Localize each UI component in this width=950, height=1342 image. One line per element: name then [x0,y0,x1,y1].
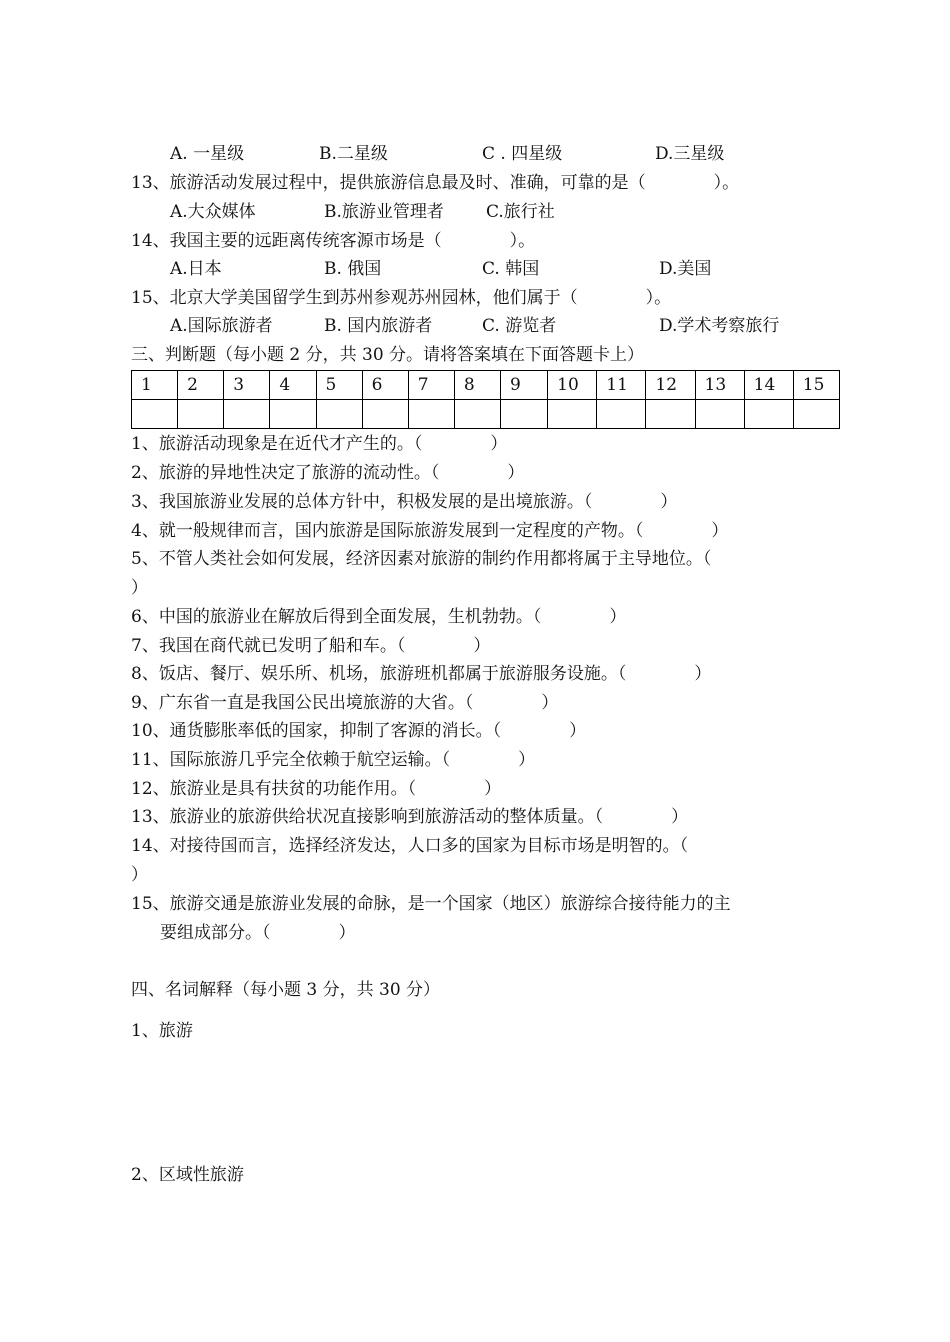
tf-item-15: 15、旅游交通是旅游业发展的命脉，是一个国家（地区）旅游综合接待能力的主 [131,894,731,914]
q13-stem: 13、旅游活动发展过程中，提供旅游信息最及时、准确，可靠的是（ ）。 [131,173,740,193]
tf-item-6: 6、中国的旅游业在解放后得到全面发展，生机勃勃。（ ） [131,607,627,627]
q15-stem: 15、北京大学美国留学生到苏州参观苏州园林，他们属于（ ）。 [131,288,672,308]
grid-number-cell: 3 [224,371,270,400]
q14-option-a: A.日本 [170,259,222,279]
grid-number-cell: 6 [362,371,408,400]
tf-item-13: 13、旅游业的旅游供给状况直接影响到旅游活动的整体质量。（ ） [131,807,689,827]
term-item-1: 1、旅游 [131,1021,193,1041]
q15-option-b: B. 国内旅游者 [324,316,433,336]
grid-number-cell: 15 [793,371,839,400]
q15-option-a: A.国际旅游者 [170,316,273,336]
tf-item-8: 8、饭店、餐厅、娱乐所、机场，旅游班机都属于旅游服务设施。（ ） [131,664,712,684]
q14-option-d: D.美国 [659,259,712,279]
q13-option-a: A.大众媒体 [170,202,256,222]
grid-number-cell: 5 [316,371,362,400]
q12-option-b: B.二星级 [319,144,388,164]
grid-answer-cell[interactable] [316,400,362,429]
grid-answer-cell[interactable] [695,400,744,429]
q13-option-b: B.旅游业管理者 [324,202,444,222]
q12-option-d: D.三星级 [655,144,725,164]
answer-grid-number-row [132,371,840,400]
tf-item-11: 11、国际旅游几乎完全依赖于航空运输。（ ） [131,750,536,770]
grid-answer-cell[interactable] [597,400,646,429]
q14-option-b: B. 俄国 [324,259,382,279]
grid-number-cell: 11 [597,371,646,400]
tf-item-2: 2、旅游的异地性决定了旅游的流动性。（ ） [131,463,525,483]
grid-number-cell: 8 [454,371,500,400]
q14-option-c: C. 韩国 [482,259,540,279]
tf-item-1: 1、旅游活动现象是在近代才产生的。（ ） [131,434,508,454]
grid-number-cell: 13 [695,371,744,400]
q12-option-a: A. 一星级 [170,144,245,164]
grid-number-cell: 2 [178,371,224,400]
q12-option-c: C . 四星级 [482,144,563,164]
tf-item-14: 14、对接待国而言，选择经济发达，人口多的国家为目标市场是明智的。（ [131,836,689,856]
grid-answer-cell[interactable] [224,400,270,429]
grid-answer-cell[interactable] [501,400,548,429]
grid-answer-cell[interactable] [454,400,500,429]
grid-answer-cell[interactable] [178,400,224,429]
grid-number-cell: 14 [744,371,793,400]
term-item-2: 2、区域性旅游 [131,1165,244,1185]
grid-number-cell: 4 [270,371,316,400]
grid-number-cell: 9 [501,371,548,400]
tf-item-10: 10、通货膨胀率低的国家，抑制了客源的消长。（ ） [131,721,587,741]
grid-number-cell: 7 [408,371,454,400]
q13-option-c: C.旅行社 [486,202,555,222]
answer-grid [131,370,840,429]
section4-title: 四、名词解释（每小题 3 分，共 30 分） [131,980,441,1000]
grid-answer-cell[interactable] [362,400,408,429]
grid-number-cell: 10 [548,371,597,400]
grid-number-cell: 12 [646,371,695,400]
tf-item-3: 3、我国旅游业发展的总体方针中，积极发展的是出境旅游。（ ） [131,492,678,512]
tf-item-5-cont: ） [131,578,148,598]
tf-item-15-cont: 要组成部分。（ ） [160,923,356,943]
section3-title: 三、判断题（每小题 2 分，共 30 分。请将答案填在下面答题卡上） [131,345,645,365]
tf-item-14-cont: ） [131,865,148,885]
tf-item-7: 7、我国在商代就已发明了船和车。（ ） [131,636,491,656]
grid-answer-cell[interactable] [270,400,316,429]
answer-grid-answer-row [132,400,840,429]
q14-stem: 14、我国主要的远距离传统客源市场是（ ）。 [131,231,536,251]
grid-answer-cell[interactable] [132,400,178,429]
grid-answer-cell[interactable] [646,400,695,429]
q15-option-c: C. 游览者 [482,316,557,336]
grid-answer-cell[interactable] [744,400,793,429]
tf-item-12: 12、旅游业是具有扶贫的功能作用。（ ） [131,779,502,799]
tf-item-5: 5、不管人类社会如何发展，经济因素对旅游的制约作用都将属于主导地位。（ [131,549,712,569]
grid-answer-cell[interactable] [548,400,597,429]
grid-answer-cell[interactable] [408,400,454,429]
grid-number-cell: 1 [132,371,178,400]
tf-item-4: 4、就一般规律而言，国内旅游是国际旅游发展到一定程度的产物。（ ） [131,521,729,541]
tf-item-9: 9、广东省一直是我国公民出境旅游的大省。（ ） [131,693,559,713]
grid-answer-cell[interactable] [793,400,839,429]
q15-option-d: D.学术考察旅行 [659,316,780,336]
